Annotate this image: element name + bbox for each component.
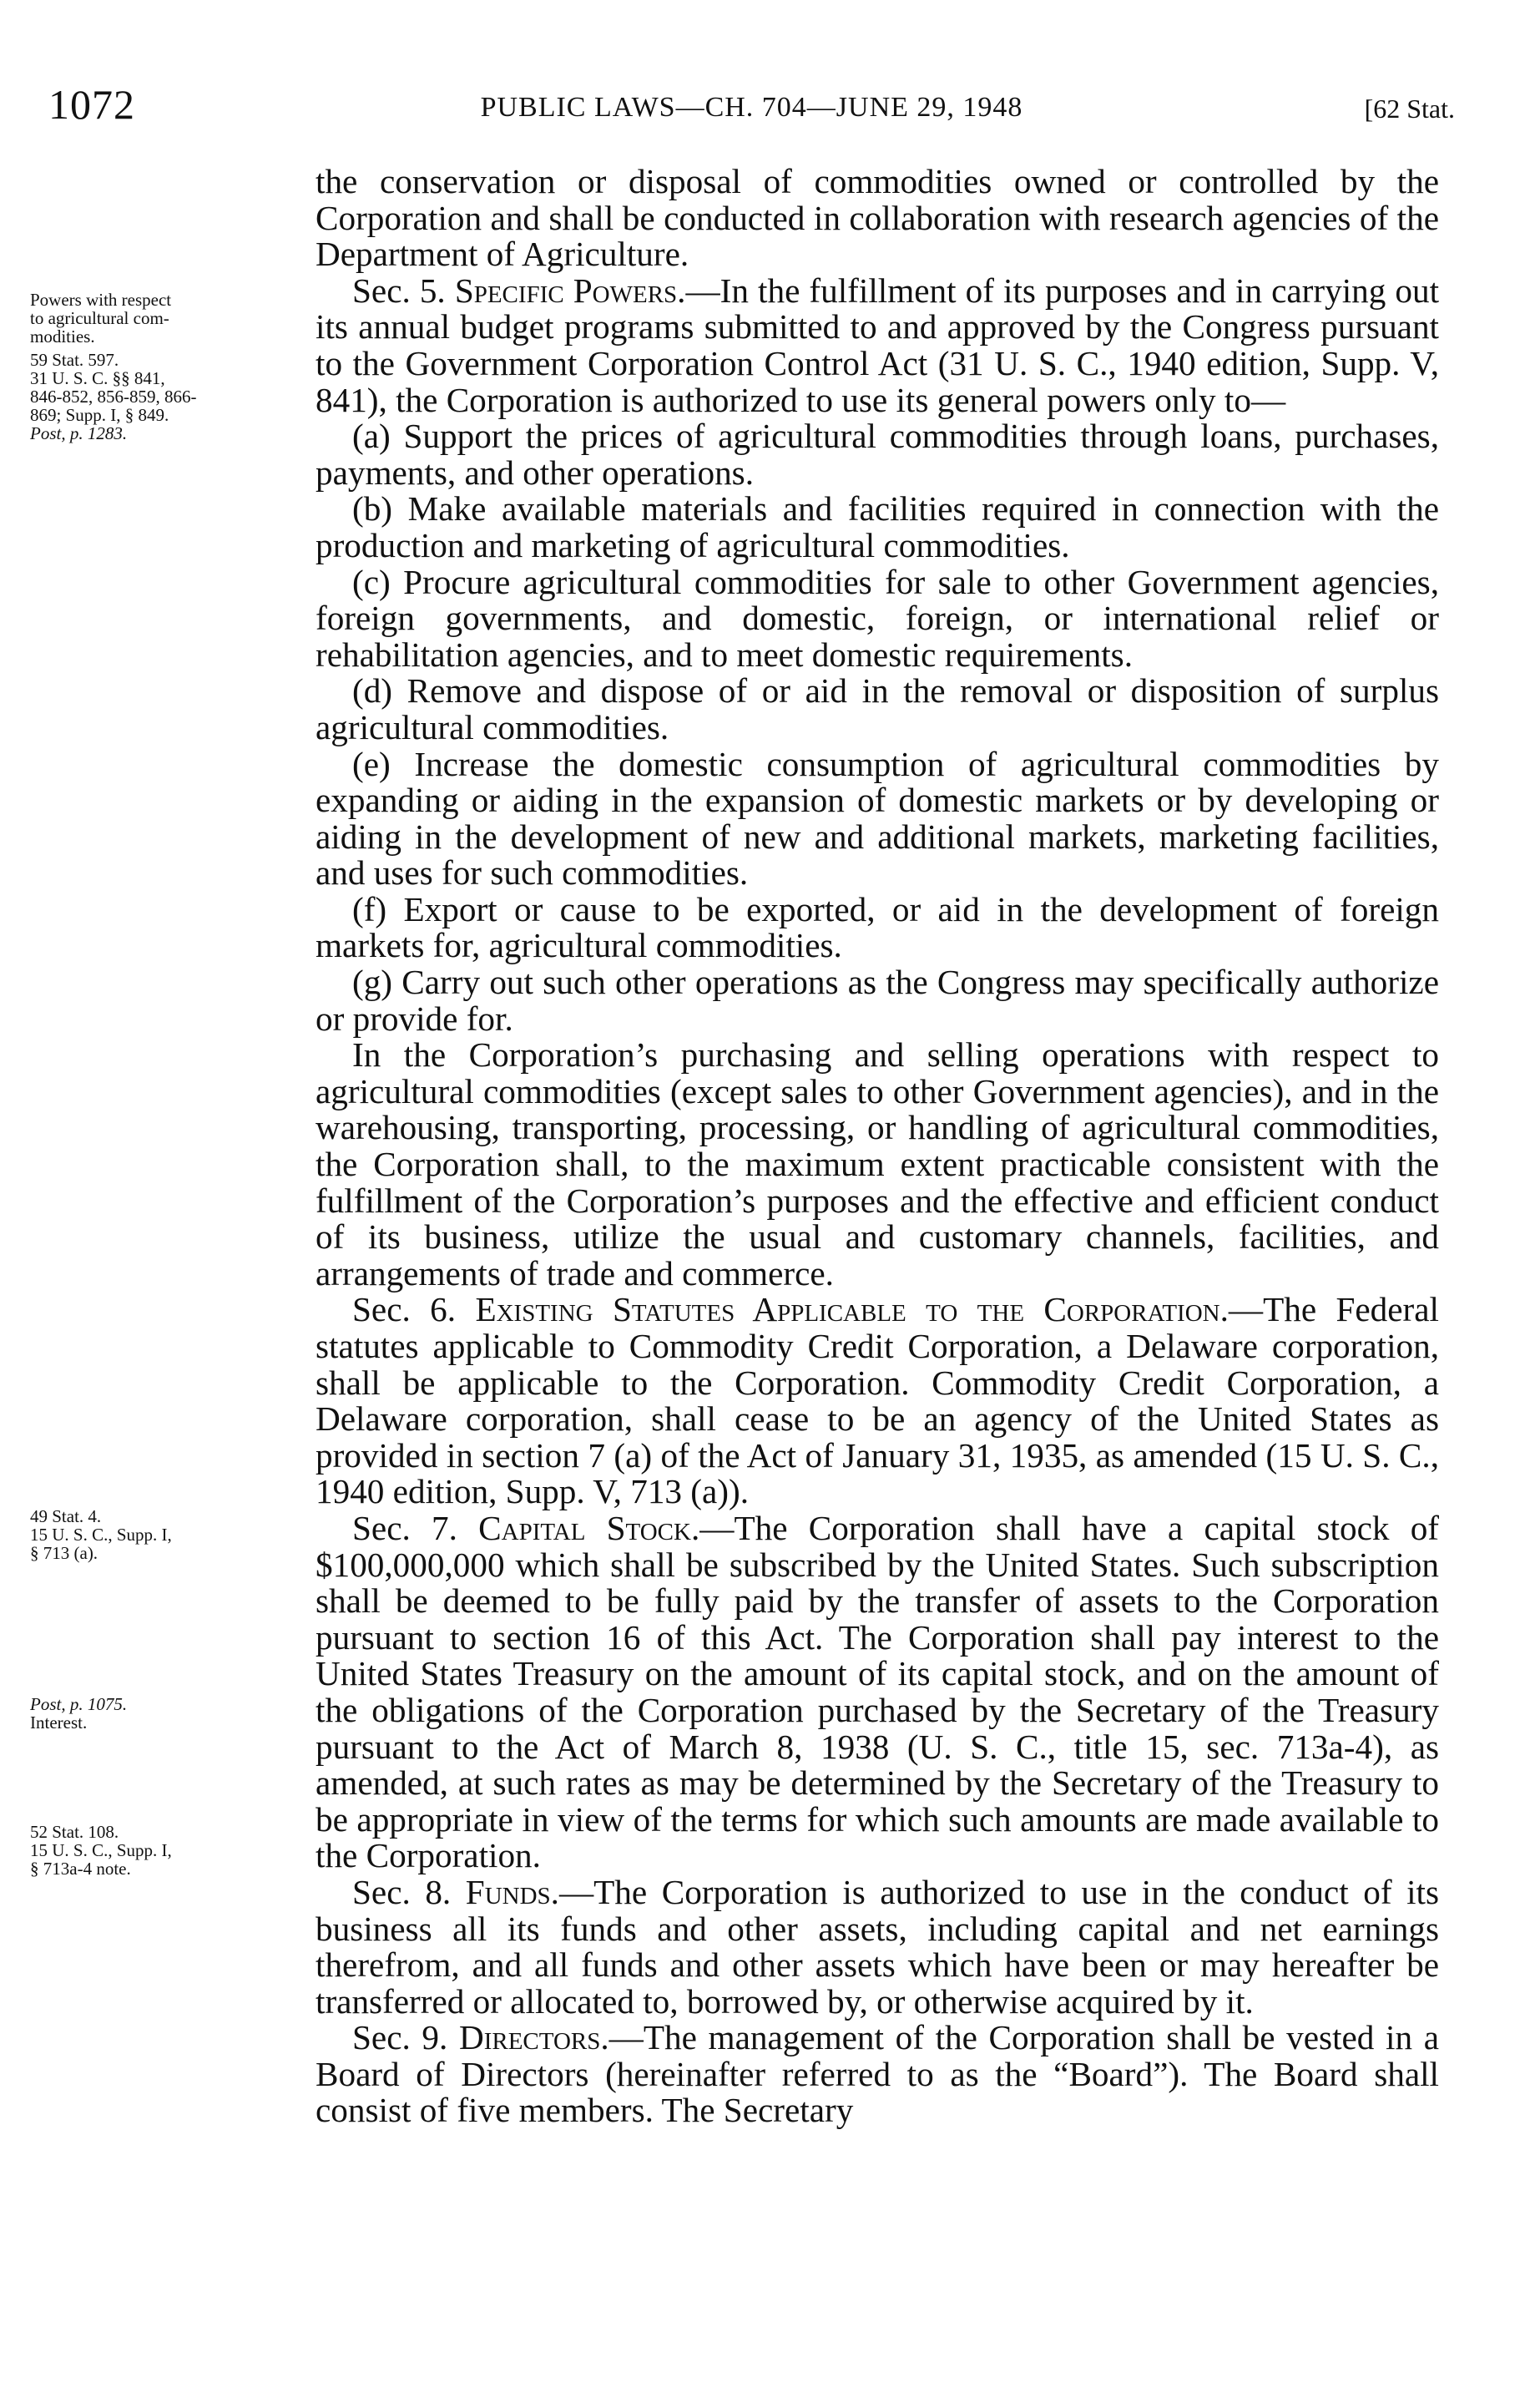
section-text: —The Corporation is authorized to use in the conduct of its business all its funds and other assets, including capital and net earnings therefrom, and all funds and other assets which have been or may hereafter be transferred or allocated to, borrowed by, or otherwise acquired by it. [316,1872,1440,2021]
section-heading: Funds. [465,1872,559,1911]
margin-note-line: Post, p. 1075. [30,1694,128,1714]
margin-note-interest [30,1695,297,1732]
margin-note-line: Interest. [30,1712,88,1733]
item-d: (d) Remove and dispose of or aid in the removal or disposition of surplus agricultural commodities. [316,671,1439,746]
section-5 [316,273,1439,418]
section-label: Sec. 5. [352,271,446,310]
item-a: (a) Support the prices of agricultural commodities through loans, purchases, payments, and other operations. [316,417,1439,492]
section-text: —The Corporation shall have a capital stock of $100,000,000 which shall be subscribed by the United States. Such subscription shall be deemed to be fully paid by the transfer of assets to the Corporation pursuant to section 16 of this Act. The Corporation shall pay interest to the United States Treasury on the amount of its capital stock, and on the amount of the obligations of the Corporation purchased by the Secretary of the Treasury pursuant to the Act of March 8, 1938 (U. S. C., title 15, sec. 713a-4), as amended, at such rates as may be determined by the Secretary of the Treasury to be appropriate in view of the terms for which such amounts are made available to the Corporation. [316,1508,1440,1875]
margin-note-49-stat [30,1507,297,1562]
margin-note-line: 31 U. S. C. §§ 841, [30,368,165,388]
margin-note-line: 15 U. S. C., Supp. I, [30,1525,172,1545]
section-heading: Specific Powers. [454,271,686,310]
margin-note-line: to agricultural com- [30,308,169,328]
item-f: (f) Export or cause to be exported, or aid in the development of foreign markets for, agricultural commodities. [316,889,1439,965]
section-6 [316,1292,1439,1510]
section-label: Sec. 6. [352,1290,457,1329]
section-heading: Directors. [458,2018,609,2057]
margin-note-line: modities. [30,326,95,347]
page-header [48,80,1455,130]
statute-reference: [62 Stat. [1364,94,1455,124]
item-e: (e) Increase the domestic consumption of agricultural commodities by expanding or aiding in the expansion of domestic markets or by developing or aiding in the development of new and additional markets, marketing facilities, and uses for such commodities. [316,744,1439,893]
paragraph-purchasing: In the Corporation’s purchasing and selling operations with respect to agricultural commodities (except sales to other Government agencies), and in the warehousing, transporting, processing, or handling of agricultural commodities, the Corporation shall, to the maximum extent practicable consistent with the fulfillment of the Corporation’s purposes and the effective and efficient conduct of its business, utilize the usual and customary channels, facilities, and arrangements of trade and commerce. [316,1035,1439,1293]
paragraph-continuation: the conservation or disposal of commodities owned or controlled by the Corporation and shall be conducted in collaboration with research agencies of the Department of Agriculture. [316,162,1439,274]
section-label: Sec. 9. [352,2018,448,2057]
section-heading: Existing Statutes Applicable to the Corporation. [475,1290,1229,1329]
section-text: —In the fulfillment of its purposes and in carrying out its annual budget programs submitted to and approved by the Congress pursuant to the Government Corporation Control Act (31 U. S. C., 1940 edition, Supp. V, 841), the Corporation is authorized to use its general powers only to— [316,271,1440,419]
item-c: (c) Procure agricultural commodities for sale to other Government agencies, foreign governments, and domestic, foreign, or international relief or rehabilitation agencies, and to meet domestic requirements. [316,562,1439,674]
section-label: Sec. 8. [352,1872,452,1911]
body-text [316,164,1439,2129]
margin-note-line: 846-852, 856-859, 866- [30,387,197,407]
item-b: (b) Make available materials and facilities required in connection with the production and marketing of agricultural commodities. [316,489,1439,564]
page-number: 1072 [48,81,135,128]
margin-note-52-stat [30,1823,297,1878]
margin-note-line: 15 U. S. C., Supp. I, [30,1840,172,1860]
running-head: PUBLIC LAWS—CH. 704—JUNE 29, 1948 [480,92,1023,123]
margin-note-line: Post, p. 1283. [30,423,128,443]
margin-note-line: 52 Stat. 108. [30,1822,119,1842]
section-label: Sec. 7. [352,1508,457,1547]
margin-note-line: 59 Stat. 597. [30,350,119,370]
section-text: —The Federal statutes applicable to Commodity Credit Corporation, a Delaware corporation, shall be applicable to the Corporation. Commodity Credit Corporation, a Delaware corporation, shall cease to be an agency of the United States as provided in section 7 (a) of the Act of January 31, 1935, as amended (15 U. S. C., 1940 edition, Supp. V, 713 (a)). [316,1290,1439,1511]
section-heading: Capital Stock. [478,1508,700,1547]
item-g: (g) Carry out such other operations as the Congress may specifically authorize or provide for. [316,963,1439,1038]
section-7 [316,1510,1439,1874]
margin-note-line: 49 Stat. 4. [30,1506,102,1526]
margin-note-powers [30,291,297,346]
margin-note-citation [30,351,297,443]
section-text: —The management of the Corporation shall be vested in a Board of Directors (hereinafter referred to as the “Board”). The Board shall consist of five members. The Secretary [316,2018,1440,2130]
margin-note-line: § 713 (a). [30,1543,98,1563]
section-8 [316,1874,1439,2020]
margin-note-line: § 713a-4 note. [30,1859,131,1879]
margin-note-line: Powers with respect [30,290,172,310]
section-9 [316,2020,1439,2129]
margin-note-line: 869; Supp. I, § 849. [30,405,169,425]
